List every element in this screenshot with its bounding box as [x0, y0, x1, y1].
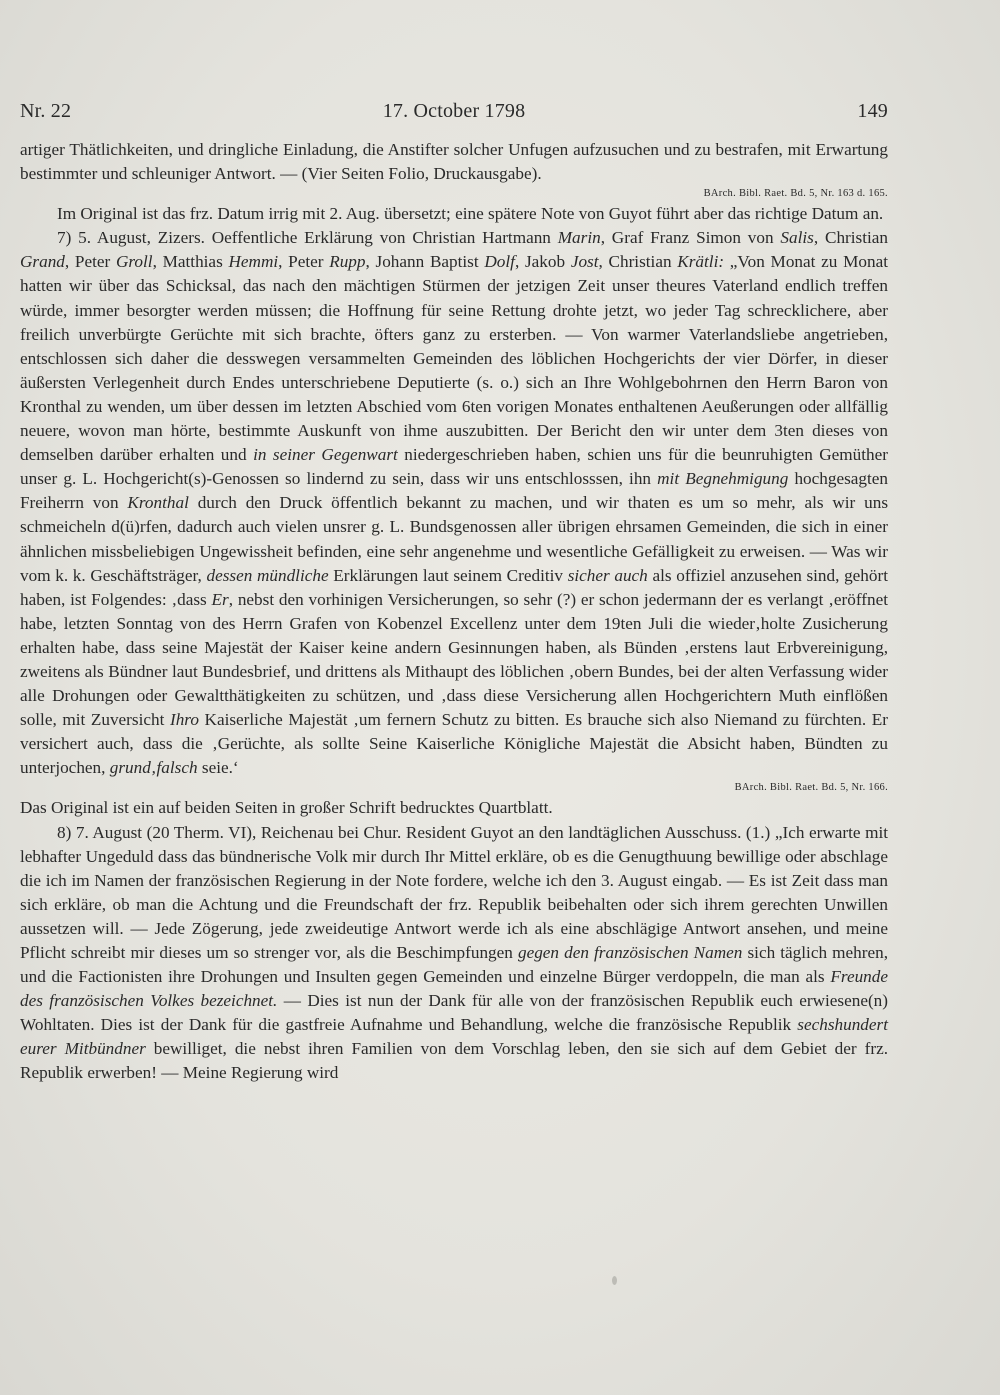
page-number: 149: [857, 100, 888, 122]
header-date: 17. October 1798: [382, 100, 526, 122]
body-text: [20, 138, 888, 1086]
source-reference-2: BArch. Bibl. Raet. Bd. 5, Nr. 166.: [734, 782, 888, 794]
paragraph-1: artiger Thätlichkeiten, und dringliche Einladung, die Anstifter solcher Unfugen aufzusuchen und zu bestrafen, mit Erwartung bestimmter und schleuniger Antwort. — (Vier Seiten Folio, Druckausgabe).: [20, 140, 888, 184]
paper-speck: [612, 1276, 617, 1285]
paragraph-entry-7: 7) 5. August, Zizers. Oeffentliche Erklärung von Christian Hartmann Marin, Graf Franz Simon von Salis, Christian Grand, Peter Groll, Matthias Hemmi, Peter Rupp, Johann Baptist Dolf, Jakob Jost, Christian Krätli: „Von Monat zu Monat hatten wir über das Schicksal, das nach den mächtigen Stürmen der jetzigen Zeit unser theures Vaterland endlich treffen würde, immer besorgter werden müssen; die Hoffnung für seine Rettung drohte jetzt, wo jeder Tag schrecklichere, aber freilich unverbürgte Gerüchte mit sich brachte, öfters ganz zu ersterben. — Von warmer Vaterlandsliebe angetrieben, entschlossen sich daher die desswegen versammelten Gemeinden des löblichen Hochgerichts der vier Dörfer, in dieser äußersten Verlegenheit durch Endes unterschriebene Deputierte (s. o.) sich an Ihre Wohlgebohrnen den Herrn Baron von Kronthal zu wenden, um über dessen im letzten Abschied vom 6ten vorigen Monates enthaltenen Aeußerungen oder allfällig neuere, wovon man hörte, bestimmte Auskunft von ihme auszubitten. Der Bericht den wir unter dem 3ten dieses von demselben darüber erhalten und in seiner Gegenwart niedergeschrieben haben, schien uns für die beunruhigten Gemüther unser g. L. Hochgericht(s)-Genossen so lindernd zu sein, dass wir uns entschlosssen, ihn mit Begnehmigung hochgesagten Freiherrn von Kronthal durch den Druck öffentlich bekannt zu machen, und wir thaten es um so mehr, als wir uns schmeicheln d(ü)rfen, dadurch auch vielen unsrer g. L. Bundsgenossen aller übrigen ehrsamen Gemeinden, die sich in einer ähnlichen missbeliebigen Ungewissheit befinden, eine sehr angenehme und wesentliche Gefälligkeit zu erweisen. — Was wir vom k. k. Geschäftsträger, dessen mündliche Erklärungen laut seinem Creditiv sicher auch als offiziel anzusehen sind, gehört haben, ist Folgendes: ‚dass Er, nebst den vorhinigen Versicherungen, so sehr (?) er schon jedermann der es verlangt ‚eröffnet habe, letzten Sonntag von des Herrn Grafen von Kobenzel Excellenz unter dem 19ten Juli die wieder‚holte Zusicherung erhalten habe, dass seine Majestät der Kaiser keine andern Gesinnungen haben, als Bünden ‚erstens laut Erbvereinigung, zweitens als Bündner laut Bundesbrief, und drittens als Mithaupt des löblichen ‚obern Bundes, bei der alten Verfassung wider alle Drohungen oder Gewaltthätigkeiten zu schützen, und ‚dass diese Versicherung allen Hochgerichtern Muth einflößen solle, mit Zuversicht Ihro Kaiserliche Majestät ‚um fernern Schutz zu bitten. Es brauche sich also Niemand zu fürchten. Er versichert auch, dass die ‚Gerüchte, als sollte Seine Kaiserliche Königliche Majestät die Absicht haben, Bündten zu unterjochen, grund‚falsch seie.‘: [20, 228, 889, 778]
paragraph-4: Das Original ist ein auf beiden Seiten in großer Schrift bedrucktes Quartblatt.: [20, 798, 553, 818]
source-reference-1: BArch. Bibl. Raet. Bd. 5, Nr. 163 d. 165.: [703, 188, 888, 200]
paragraph-entry-8: 8) 7. August (20 Therm. VI), Reichenau bei Chur. Resident Guyot an den landtäglichen Ausschuss. (1.) „Ich erwarte mit lebhafter Ungeduld dass das bündnerische Volk mir durch Ihr Mittel erkläre, ob es die Genugthuung bewillige oder abschlage die ich im Namen der französischen Regierung in der Note fordere, welche ich den 3. August eingab. — Es ist Zeit dass man sich erkläre, ob man die Achtung und die Freundschaft der frz. Republik beibehalten oder sich ihrem gerechten Unwillen aussetzen will. — Jede Zögerung, jede zweideutige Antwort werde ich als eine abschlägige Antwort ansehen, und meine Pflicht schreibt mir dieses um so strenger vor, als die Beschimpfungen gegen den französischen Namen sich täglich mehren, und die Factionisten ihre Drohungen und Insulten gegen Gemeinden und einzelne Bürger verdoppeln, die man als Freunde des französischen Volkes bezeichnet. — Dies ist nun der Dank für alle von der französischen Republik euch erwiesene(n) Wohltaten. Dies ist der Dank für die gastfreie Aufnahme und Behandlung, welche die französische Republik sechshundert eurer Mitbündner bewilliget, die nebst ihren Familien von dem Vorschlag leben, den sie sich auf dem Gebiet der frz. Republik erwerben! — Meine Regierung wird: [20, 822, 888, 1083]
document-number: Nr. 22: [20, 100, 72, 122]
paragraph-2: Im Original ist das frz. Datum irrig mit 2. Aug. übersetzt; eine spätere Note von Guyot führt aber das richtige Datum an.: [57, 204, 884, 224]
